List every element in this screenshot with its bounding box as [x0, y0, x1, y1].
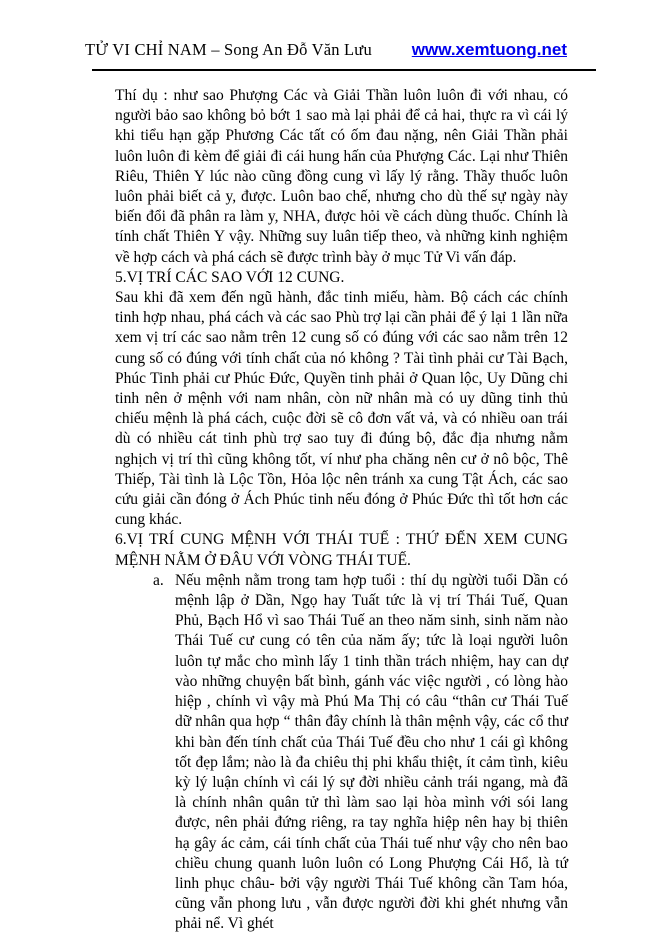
header-divider [92, 69, 596, 71]
document-body [115, 86, 568, 935]
heading-section-6: 6.VỊ TRÍ CUNG MỆNH VỚI THÁI TUẾ : THỨ ĐẾN XEM CUNG MỆNH NẰM Ở ĐÂU VỚI VÒNG THÁI TUẾ. [115, 531, 568, 569]
paragraph-example-stars: Thí dụ : như sao Phượng Các và Giải Thần luôn luôn đi với nhau, có người bảo sao không bỏ bớt 1 sao mà lại phải để cả hai, thực ra vì cái lý khi tiểu hạn gặp Phương Các tất có ốm đau nặng, nên Giải Thần phải luôn luôn đi kèm để giải đi cái hung hấn của Phượng Các. Lại như Thiên Riêu, Thiên Y lúc nào cũng đồng cung vì lấy lý rằng. Thầy thuốc luôn luôn phải biết cả y, được. Luôn bao chế, nhưng cho dù thế sự ngày này biến đổi đã phân ra làm y, NHA, được hỏi về cách dùng thuốc. Chính là tính chất Thiên Y vậy. Những suy luân tiếp theo, và những kinh nghiệm về hợp cách và phá cách sẽ được trình bày ở mục Tử Vi vấn đáp. [115, 87, 568, 266]
paragraph-section-5: Sau khi đã xem đến ngũ hành, đắc tinh miếu, hàm. Bộ cách các chính tinh hợp nhau, phá cách và các sao Phù trợ lại cần phải để ý lại 1 lần nữa xem vị trí các sao nằm trên 12 cung số có đúng với các sao nằm trên 12 cung số có đúng với tính chất của nó không ? Tài tình phải cư Tài Bạch, Phúc Tinh phải cư Phúc Đức, Quyền tinh phải ở Quan lộc, Uy Dũng chi tinh nên ở mệnh với nam nhân, còn nữ nhân mà có uy dũng tinh thủ chiếu mệnh là phá cách, cuộc đời sẽ cô đơn vất vả, và có nhiều oan trái dù có nhiều cát tinh phù trợ sao tuy đi đúng bộ, đắc địa nhưng nằm nghịch vị trí thì cũng không tốt, ví như pha chăng nên cư ở nô bộc, Thê Thiếp, Tài tình là Lộc Tồn, Hỏa lộc nên tránh xa cung Tật Ách, các sao cứu giải cần đóng ở Ách Phúc tinh nếu đóng ở Phúc Đức thì tốt hơn các cung khác. [115, 289, 568, 529]
list-item-a [115, 571, 568, 935]
list-item-a-marker: a. [153, 571, 164, 589]
page-header [85, 40, 567, 60]
list-item-a-text: Nếu mệnh nằm trong tam hợp tuổi : thí dụ ngừời tuổi Dần có mệnh lập ở Dần, Ngọ hay Tuất tức là vị trí Thái Tuế, Quan Phủ, Bạch Hổ vì sao Thái Tuế an theo năm sinh, sinh năm nào Thái Tuế cư cung có tên của năm ấy; tức là loại người luôn luôn tự mắc cho mình lấy 1 tinh thần trách nhiệm, hay can dự vào những chuyện bất bình, gánh vác việc người , có lòng hào hiệp , chính vì vậy mà Phú Ma Thị có câu “thân cư Thái Tuế dữ nhân qua hợp “ thân đây chính là thân mệnh vậy, các cổ thư khi bàn đến tính chất của Thái Tuế đều cho như 1 cái gì không tốt đẹp lắm; nào là đa chiêu thị phi khẩu thiệt, ít cảm tình, kiêu kỳ lý luận chính vì cái lý sự đời nhiều cảnh trái ngang, mà đã là chính nhân quân tử thì làm sao lại hòa mình với sói lang được, nên phải đứng riêng, ra tay nghĩa hiệp nên hay bị thiên hạ gây ác cảm, cái tính chất của Thái tuế như vậy cho nên bao chiều chung quanh luôn luôn có Long Phượng Cái Hổ, là tứ linh phục châu- bởi vậy người Thái Tuế không cần Tam hóa, cũng vẫn phong lưu , vẫn được người đời khi ghét nhưng vẫn phải nể. Vì ghét [175, 571, 568, 933]
heading-section-5: 5.VỊ TRÍ CÁC SAO VỚI 12 CUNG. [115, 268, 345, 286]
header-title: TỬ VI CHỈ NAM – Song An Đỗ Văn Lưu [85, 40, 372, 59]
header-website-link[interactable]: www.xemtuong.net [411, 40, 567, 59]
